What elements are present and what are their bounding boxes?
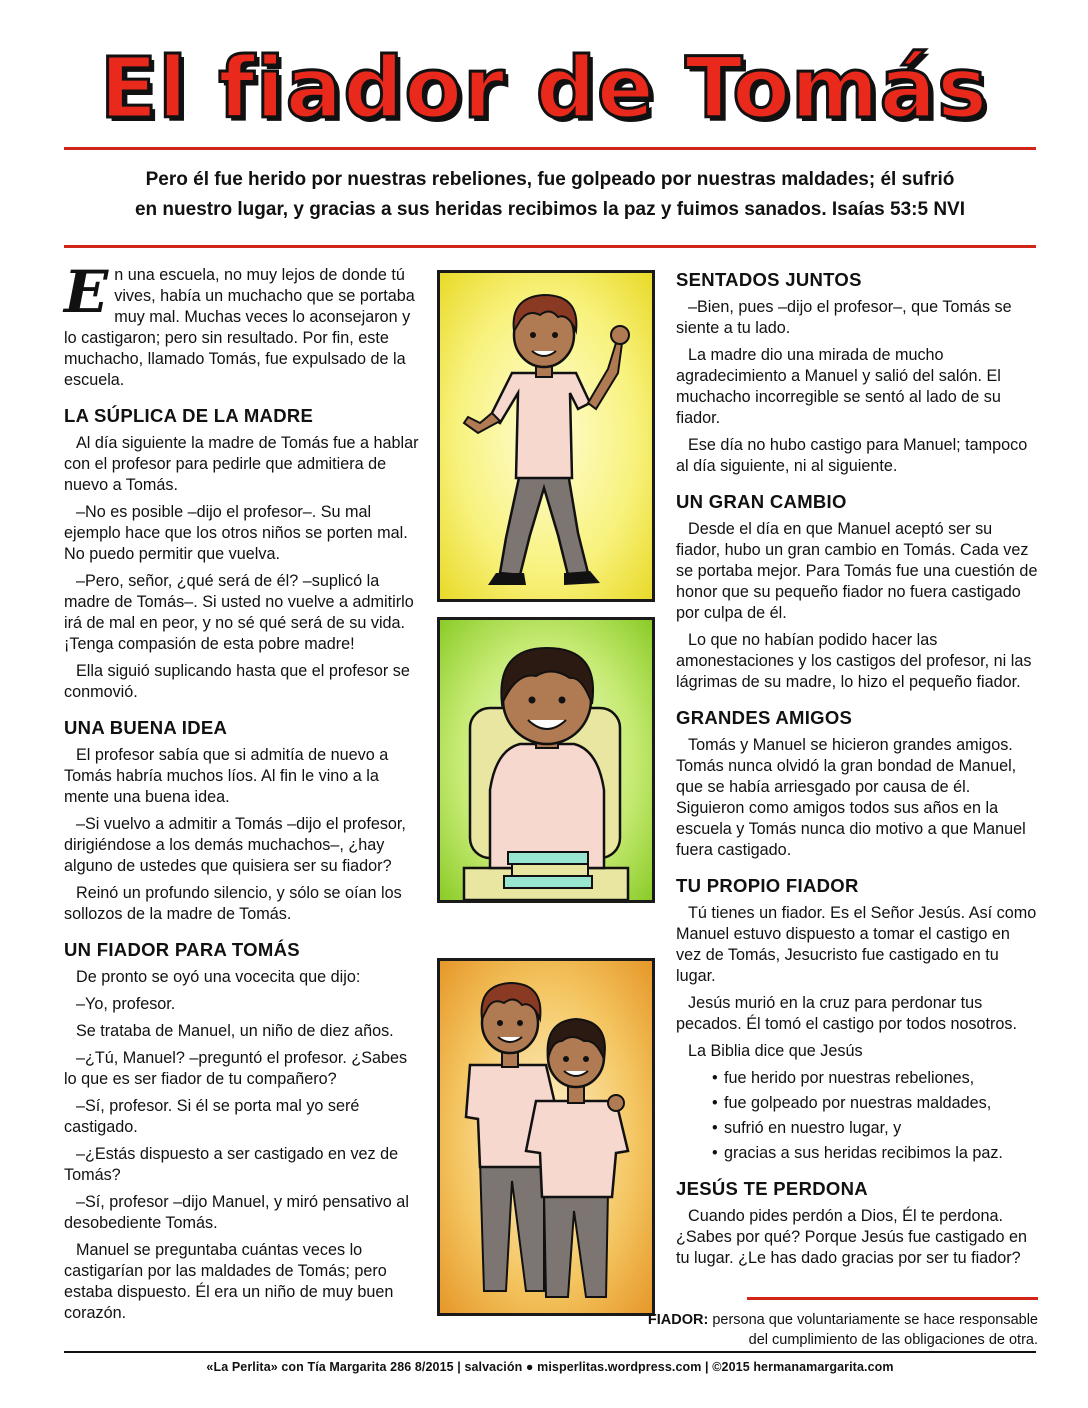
paragraph: El profesor sabía que si admitía de nuevo a Tomás habría muchos líos. Al fin le vino a la mente una buena idea. [64, 746, 389, 806]
paragraph: –Pero, señor, ¿qué será de él? –suplicó la madre de Tomás–. Si usted no vuelve a admitirlo irá de mal en peor, y no sé qué será de su vida. ¡Tenga compasión de esta pobre madre! [64, 572, 414, 653]
glossary-line-1: persona que voluntariamente se hace responsable [712, 1312, 1038, 1328]
bullet-list [712, 1068, 1038, 1164]
list-item: • fue golpeado por nuestras maldades, [712, 1094, 992, 1112]
paragraph: –No es posible –dijo el profesor–. Su mal ejemplo hace que los otros niños se porten mal. No puedo permitir que vuelva. [64, 503, 408, 563]
paragraph: La Biblia dice que Jesús [688, 1042, 863, 1060]
list-item: • fue herido por nuestras rebeliones, [712, 1069, 975, 1087]
page-title: El fiador de Tomás [99, 39, 989, 137]
verse-rule [64, 245, 1036, 248]
dropcap: E [64, 258, 109, 326]
paragraph: –Sí, profesor –dijo Manuel, y miró pensativo al desobediente Tomás. [64, 1193, 409, 1232]
paragraph: Ella siguió suplicando hasta que el profesor se conmovió. [64, 662, 410, 701]
paragraph: –¿Tú, Manuel? –preguntó el profesor. ¿Sabes lo que es ser fiador de tu compañero? [64, 1049, 408, 1088]
heading-buena-idea: UNA BUENA IDEA [64, 717, 228, 738]
intro-paragraph: En una escuela, no muy lejos de donde tú vives, había un muchacho que se portaba muy mal. Muchas veces lo aconsejaron y lo castigaron; pero sin resultado. Por fin, este muchacho, llamado Tomás, fue expulsado de la escuela. [64, 258, 415, 389]
left-column [64, 258, 420, 1330]
glossary-rule [747, 1297, 1038, 1300]
heading-sentados-juntos: SENTADOS JUNTOS [676, 269, 862, 290]
paragraph: Tú tienes un fiador. Es el Señor Jesús. Así como Manuel estuvo dispuesto a tomar el castigo en vez de Tomás, Jesucristo fue castigado en tu lugar. [676, 904, 1037, 985]
glossary-line-2: del cumplimiento de las obligaciones de otra. [748, 1332, 1038, 1348]
glossary [560, 1310, 1038, 1350]
glossary-term: FIADOR: [647, 1312, 709, 1328]
verse [64, 165, 1036, 225]
verse-line-2: en nuestro lugar, y gracias a sus heridas recibimos la paz y fuimos sanados. Isaías 53:5 NVI [134, 199, 965, 220]
heading-gran-cambio: UN GRAN CAMBIO [676, 491, 847, 512]
heading-jesus-te-perdona: JESÚS TE PERDONA [676, 1178, 868, 1199]
verse-line-1: Pero él fue herido por nuestras rebeliones, fue golpeado por nuestras maldades; él sufrió [145, 169, 955, 190]
footer: «La Perlita» con Tía Margarita 286 8/2015 | salvación ● misperlitas.wordpress.com | ©2015 hermanamargarita.com [206, 1360, 894, 1374]
paragraph: Manuel se preguntaba cuántas veces lo castigarían por las maldades de Tomás; pero estaba dispuesto. Él era un niño de muy buen corazón. [64, 1241, 394, 1322]
heading-grandes-amigos: GRANDES AMIGOS [676, 707, 853, 728]
paragraph: Tomás y Manuel se hicieron grandes amigos. Tomás nunca olvidó la gran bondad de Manuel, que se había arriesgado por causa de él. Siguieron como amigos todos sus años en la escuela y Tomás nunca dio motivo a que Manuel fuera castigado. [676, 736, 1026, 859]
paragraph: Reinó un profundo silencio, y sólo se oían los sollozos de la madre de Tomás. [64, 884, 402, 923]
paragraph: –¿Estás dispuesto a ser castigado en vez de Tomás? [64, 1145, 399, 1184]
title-rule [64, 147, 1036, 150]
paragraph: Lo que no habían podido hacer las amonestaciones y los castigos del profesor, ni las lágrimas de su madre, lo hizo el pequeño fiador. [676, 631, 1032, 691]
right-column [676, 265, 1038, 1275]
paragraph: Desde el día en que Manuel aceptó ser su fiador, hubo un gran cambio en Tomás. Cada vez se portaba mejor. Para Tomás fue una cuestión de honor que su pequeño fiador no fuera castigado por culpa de él. [676, 520, 1038, 622]
paragraph: De pronto se oyó una vocecita que dijo: [76, 968, 361, 986]
list-item: • sufrió en nuestro lugar, y [712, 1119, 902, 1137]
paragraph: Al día siguiente la madre de Tomás fue a hablar con el profesor para pedirle que admitiera de nuevo a Tomás. [64, 434, 419, 494]
heading-tu-propio-fiador: TU PROPIO FIADOR [676, 875, 859, 896]
heading-fiador-tomas: UN FIADOR PARA TOMÁS [64, 939, 300, 960]
list-item: • gracias a sus heridas recibimos la paz. [712, 1144, 1003, 1162]
paragraph: Se trataba de Manuel, un niño de diez años. [76, 1022, 394, 1040]
paragraph: Jesús murió en la cruz para perdonar tus pecados. Él tomó el castigo por todos nosotros. [676, 994, 1018, 1033]
paragraph: Cuando pides perdón a Dios, Él te perdona. ¿Sabes por qué? Porque Jesús fue castigado en tu lugar. ¿Le has dado gracias por ser tu fiador? [676, 1207, 1027, 1267]
paragraph: Ese día no hubo castigo para Manuel; tampoco al día siguiente, ni al siguiente. [676, 436, 1028, 475]
paragraph: –Bien, pues –dijo el profesor–, que Tomás se siente a tu lado. [676, 298, 1012, 337]
heading-suplica: LA SÚPLICA DE LA MADRE [64, 405, 314, 426]
illustration-amigos [437, 958, 655, 1316]
illustration-manuel [437, 617, 655, 903]
paragraph: –Sí, profesor. Si él se porta mal yo seré castigado. [64, 1097, 360, 1136]
illustration-tomas [437, 270, 655, 602]
paragraph: –Si vuelvo a admitir a Tomás –dijo el profesor, dirigiéndose a los demás muchachos–, ¿hay alguno de ustedes que quisiera ser su fiador? [64, 815, 406, 875]
footer-rule [64, 1351, 1036, 1353]
paragraph: –Yo, profesor. [76, 995, 176, 1013]
paragraph: La madre dio una mirada de mucho agradecimiento a Manuel y salió del salón. El muchacho incorregible se sentó al lado de su fiador. [676, 346, 1001, 427]
